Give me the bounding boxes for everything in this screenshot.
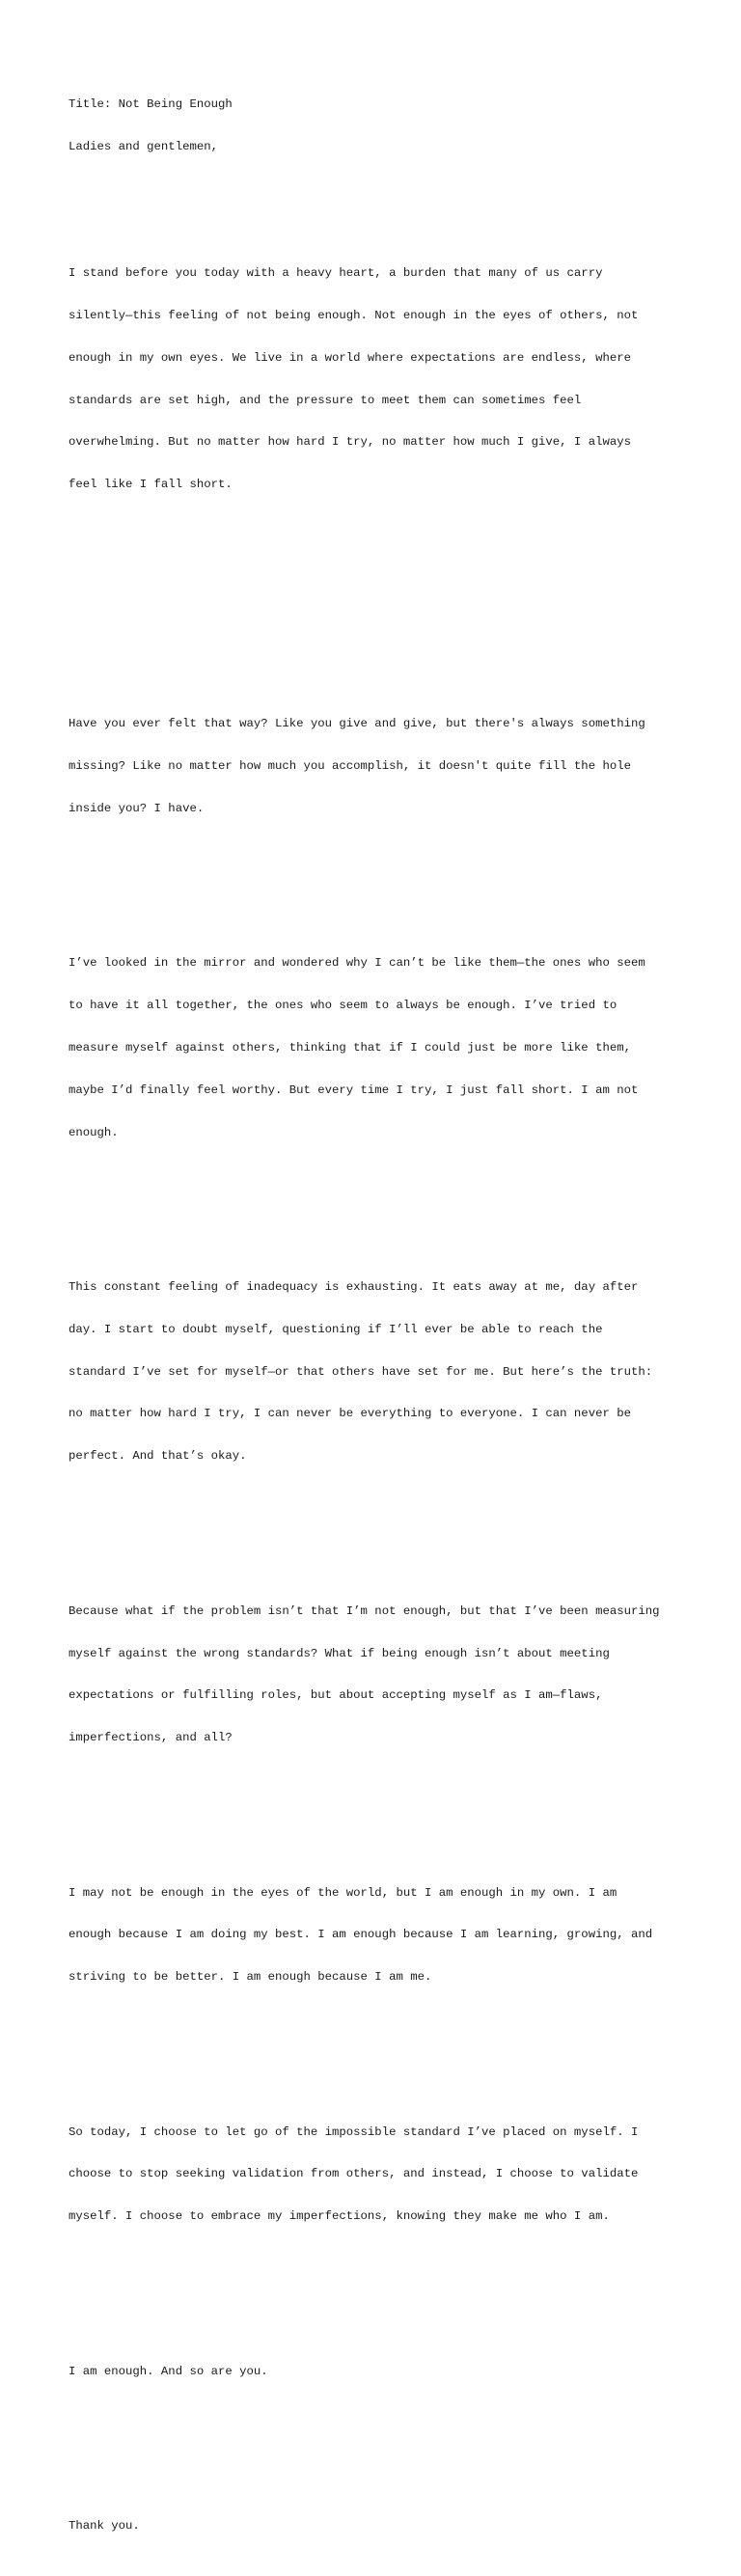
blank-line xyxy=(69,1801,686,1816)
blank-line xyxy=(69,2435,686,2450)
text-line: This constant feeling of inadequacy is exhausting. It eats away at me, day after xyxy=(69,1280,639,1295)
text-line: overwhelming. But no matter how hard I try, no matter how much I give, I always xyxy=(69,435,631,450)
blank-line xyxy=(69,2041,686,2055)
paragraph-4 xyxy=(69,1252,686,1492)
blank-line xyxy=(69,548,686,562)
text-line: choose to stop seeking validation from others, and instead, I choose to validate xyxy=(69,2167,639,2181)
blank-line xyxy=(69,2280,686,2294)
text-line: Have you ever felt that way? Like you give and give, but there's always something xyxy=(69,717,645,731)
blank-line xyxy=(69,872,686,887)
blank-line xyxy=(69,1520,686,1534)
text-line: I am enough. And so are you. xyxy=(69,2364,268,2378)
text-line: I’ve looked in the mirror and wondered why I can’t be like them—the ones who seem xyxy=(69,956,645,971)
paragraph-2 xyxy=(69,689,686,844)
text-line: So today, I choose to let go of the impossible standard I’ve placed on myself. I xyxy=(69,2124,639,2139)
paragraph-6 xyxy=(69,1857,686,2013)
blank-line xyxy=(69,633,686,647)
paragraph-closing xyxy=(69,2491,686,2562)
paragraph-3 xyxy=(69,928,686,1167)
text-line: enough because I am doing my best. I am enough because I am learning, growing, and xyxy=(69,1928,653,1942)
document-title: Title: Not Being Enough xyxy=(69,97,233,112)
text-line: silently—this feeling of not being enough. Not enough in the eyes of others, not xyxy=(69,309,639,323)
text-line: enough in my own eyes. We live in a world where expectations are endless, where xyxy=(69,350,631,365)
salutation: Ladies and gentlemen, xyxy=(69,139,218,153)
closing-line: Thank you. xyxy=(69,2519,140,2534)
text-line: imperfections, and all? xyxy=(69,1731,233,1745)
text-line: I may not be enough in the eyes of the world, but I am enough in my own. I am xyxy=(69,1885,618,1900)
text-line: myself. I choose to embrace my imperfections, knowing they make me who I am. xyxy=(69,2209,610,2224)
text-line: Because what if the problem isn’t that I’m not enough, but that I’ve been measuring xyxy=(69,1603,660,1618)
paragraph-1 xyxy=(69,238,686,520)
blank-line xyxy=(69,1196,686,1211)
paragraph-5 xyxy=(69,1576,686,1773)
text-line: no matter how hard I try, I can never be everything to everyone. I can never be xyxy=(69,1407,631,1421)
paragraph-8 xyxy=(69,2337,686,2407)
text-line: standard I’ve set for myself—or that others have set for me. But here’s the truth: xyxy=(69,1364,653,1379)
text-line: measure myself against others, thinking that if I could just be more like them, xyxy=(69,1040,631,1055)
text-line: day. I start to doubt myself, questioning if I’ll ever be able to reach the xyxy=(69,1322,603,1336)
text-line: maybe I’d finally feel worthy. But every time I try, I just fall short. I am not xyxy=(69,1082,639,1097)
text-line: inside you? I have. xyxy=(69,801,205,815)
text-line: I stand before you today with a heavy heart, a burden that many of us carry xyxy=(69,266,603,281)
text-line: myself against the wrong standards? What if being enough isn’t about meeting xyxy=(69,1646,610,1660)
text-line: to have it all together, the ones who seem to always be enough. I’ve tried to xyxy=(69,999,618,1013)
text-line: expectations or fulfilling roles, but about accepting myself as I am—flaws, xyxy=(69,1688,603,1703)
blank-line xyxy=(69,182,686,197)
text-line: missing? Like no matter how much you accomplish, it doesn't quite fill the hole xyxy=(69,759,631,774)
document-page xyxy=(69,69,686,2576)
text-line: feel like I fall short. xyxy=(69,478,233,492)
blank-line xyxy=(69,590,686,605)
text-line: striving to be better. I am enough because I am me. xyxy=(69,1970,432,1985)
text-line: enough. xyxy=(69,1125,119,1139)
paragraph-7 xyxy=(69,2097,686,2253)
text-line: standards are set high, and the pressure to meet them can sometimes feel xyxy=(69,393,582,407)
text-line: perfect. And that’s okay. xyxy=(69,1449,247,1464)
